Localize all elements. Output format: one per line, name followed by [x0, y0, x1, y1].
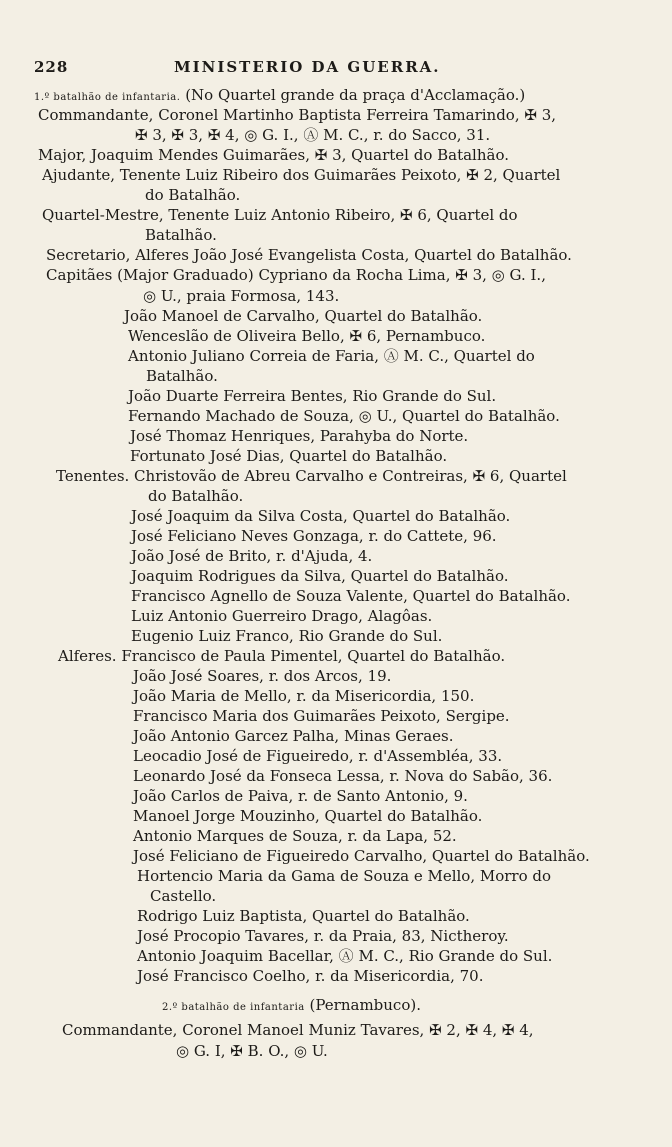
entry-line: Wenceslão de Oliveira Bello, ✠ 6, Pernambuco.: [128, 327, 486, 345]
page-number: 228: [34, 58, 69, 76]
entry-line: João Manoel de Carvalho, Quartel do Batalhão.: [124, 307, 483, 325]
entry-line: Hortencio Maria da Gama de Souza e Mello, Morro do: [137, 867, 552, 885]
entry-line: Antonio Joaquim Bacellar, Ⓐ M. C., Rio Grande do Sul.: [137, 947, 553, 965]
battalion-2-title: 2.º batalhão de infantaria: [162, 1002, 305, 1013]
entry-line: João Duarte Ferreira Bentes, Rio Grande do Sul.: [128, 387, 497, 405]
entry-line: do Batalhão.: [148, 487, 244, 505]
entry-line: Major, Joaquim Mendes Guimarães, ✠ 3, Quartel do Batalhão.: [38, 146, 509, 164]
entry-line: Fernando Machado de Souza, ◎ U., Quartel do Batalhão.: [128, 407, 560, 425]
entry-line: José Procopio Tavares, r. da Praia, 83, Nictheroy.: [137, 927, 509, 945]
entry-line: ◎ U., praia Formosa, 143.: [143, 287, 340, 305]
entry-line: Batalhão.: [146, 367, 218, 385]
entry-line: Antonio Marques de Souza, r. da Lapa, 52.: [133, 827, 457, 845]
entry-line: José Feliciano de Figueiredo Carvalho, Quartel do Batalhão.: [133, 847, 590, 865]
entry-line: Commandante, Coronel Martinho Baptista Ferreira Tamarindo, ✠ 3,: [38, 106, 557, 124]
entry-line: José Francisco Coelho, r. da Misericordia, 70.: [137, 967, 484, 985]
entry-line: Alferes. Francisco de Paula Pimentel, Quartel do Batalhão.: [58, 647, 506, 665]
page-header: [34, 58, 638, 80]
running-title: MINISTERIO DA GUERRA.: [174, 58, 441, 76]
entry-line: do Batalhão.: [145, 186, 241, 204]
entry-line: Capitães (Major Graduado) Cypriano da Rocha Lima, ✠ 3, ◎ G. I.,: [46, 266, 546, 284]
entry-line: Francisco Agnello de Souza Valente, Quartel do Batalhão.: [131, 587, 571, 605]
entry-line: José Feliciano Neves Gonzaga, r. do Cattete, 96.: [131, 527, 497, 545]
entry-line: João Carlos de Paiva, r. de Santo Antonio, 9.: [133, 787, 468, 805]
entry-line: Commandante, Coronel Manoel Muniz Tavares, ✠ 2, ✠ 4, ✠ 4,: [62, 1021, 534, 1039]
entry-line: João José de Brito, r. d'Ajuda, 4.: [131, 547, 373, 565]
battalion-2-location: (Pernambuco).: [309, 996, 421, 1014]
entry-line: Joaquim Rodrigues da Silva, Quartel do Batalhão.: [131, 567, 509, 585]
entry-line: Leonardo José da Fonseca Lessa, r. Nova do Sabão, 36.: [133, 767, 553, 785]
entry-line: Manoel Jorge Mouzinho, Quartel do Batalhão.: [133, 807, 483, 825]
entry-line: Leocadio José de Figueiredo, r. d'Assembléa, 33.: [133, 747, 503, 765]
entry-line: Castello.: [150, 887, 217, 905]
entry-line: Luiz Antonio Guerreiro Drago, Alagôas.: [131, 607, 433, 625]
entry-line: ✠ 3, ✠ 3, ✠ 4, ◎ G. I., Ⓐ M. C., r. do Sacco, 31.: [135, 126, 491, 144]
battalion-1-title: 1.º batalhão de infantaria.: [34, 92, 181, 103]
entry-line: Ajudante, Tenente Luiz Ribeiro dos Guimarães Peixoto, ✠ 2, Quartel: [42, 166, 561, 184]
entry-line: Eugenio Luiz Franco, Rio Grande do Sul.: [131, 627, 443, 645]
entry-line: João Antonio Garcez Palha, Minas Geraes.: [133, 727, 454, 745]
entry-line: ◎ G. I, ✠ B. O., ◎ U.: [176, 1042, 328, 1060]
entry-line: João José Soares, r. dos Arcos, 19.: [133, 667, 392, 685]
entry-line: Fortunato José Dias, Quartel do Batalhão.: [130, 447, 448, 465]
battalion-2-heading: [162, 996, 421, 1017]
entry-line: José Joaquim da Silva Costa, Quartel do Batalhão.: [131, 507, 511, 525]
entry-line: Antonio Juliano Correia de Faria, Ⓐ M. C., Quartel do: [128, 347, 535, 365]
entry-line: Secretario, Alferes João José Evangelista Costa, Quartel do Batalhão.: [46, 246, 572, 264]
entry-line: José Thomaz Henriques, Parahyba do Norte.: [130, 427, 469, 445]
entry-line: João Maria de Mello, r. da Misericordia, 150.: [133, 687, 475, 705]
battalion-1-location: (No Quartel grande da praça d'Acclamação.): [185, 86, 526, 104]
entry-line: Rodrigo Luiz Baptista, Quartel do Batalhão.: [137, 907, 470, 925]
battalion-1-heading: [34, 86, 525, 107]
entry-line: Batalhão.: [145, 226, 217, 244]
entry-line: Francisco Maria dos Guimarães Peixoto, Sergipe.: [133, 707, 510, 725]
entry-line: Quartel-Mestre, Tenente Luiz Antonio Ribeiro, ✠ 6, Quartel do: [42, 206, 518, 224]
entry-line: Tenentes. Christovão de Abreu Carvalho e Contreiras, ✠ 6, Quartel: [56, 467, 567, 485]
